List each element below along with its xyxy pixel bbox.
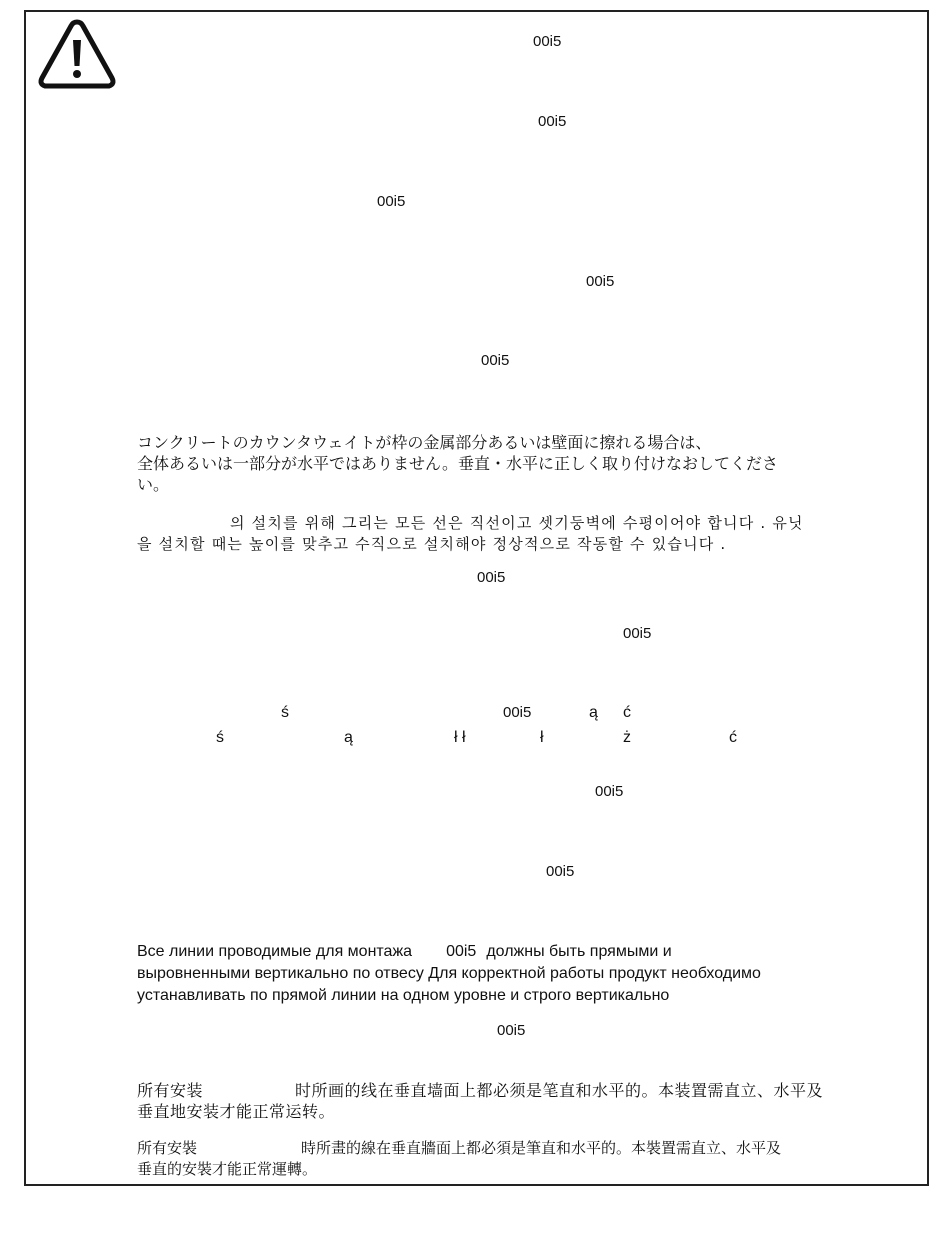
russian-line-1-end: должны быть прямыми и: [486, 943, 672, 960]
chinese-traditional-line-1: [137, 1138, 907, 1159]
japanese-paragraph: [137, 432, 907, 495]
model-code-8: 00i5: [503, 704, 532, 721]
chinese-simplified-line-1-end: 时所画的线在垂直墙面上都必须是笔直和水平的。本装置需直立、水平及: [295, 1081, 824, 1100]
model-code-5: 00i5: [481, 352, 510, 369]
model-code-9: 00i5: [595, 783, 624, 800]
chinese-simplified-line-1: [137, 1080, 907, 1101]
model-code-7: 00i5: [623, 625, 652, 642]
japanese-line-1: コンクリートのカウンタウェイトが枠の金属部分あるいは壁面に擦れる場合は、: [137, 433, 712, 452]
model-code-12: 00i5: [497, 1022, 526, 1039]
russian-line-2: выровненными вертикально по отвесу Для корректной работы продукт необходимо: [137, 965, 761, 982]
page-frame: [24, 10, 929, 1186]
chinese-traditional-line-1-end: 時所畫的線在垂直牆面上都必須是筆直和水平的。本裝置需直立、水平及: [301, 1139, 782, 1157]
japanese-line-3: い。: [137, 475, 170, 494]
russian-line-3: устанавливать по прямой линии на одном уровне и строго вертикально: [137, 987, 670, 1004]
russian-line-1-start: Все линии проводимые для монтажа: [137, 943, 413, 960]
chinese-simplified-line-2: 垂直地安装才能正常运转。: [137, 1102, 336, 1121]
chinese-traditional-line-1-start: 所有安裝: [137, 1139, 198, 1157]
chinese-traditional-line-2: 垂直的安裝才能正常運轉。: [137, 1160, 318, 1178]
korean-line-1: 의 설치를 위해 그리는 모든 선은 직선이고 셋기둥벽에 수평이어야 합니다 . 유닛: [230, 514, 804, 532]
korean-line-2: 을 설치할 때는 높이를 맞추고 수직으로 설치해야 정상적으로 작동할 수 있습니다 .: [137, 535, 727, 553]
model-code-3: 00i5: [377, 193, 406, 210]
warning-triangle-icon: [36, 16, 118, 94]
model-code-4: 00i5: [586, 273, 615, 290]
model-code-11: 00i5: [446, 943, 477, 960]
chinese-simplified-paragraph: [137, 1080, 907, 1122]
polish-char-b4: ł: [540, 729, 544, 746]
polish-char-b5: ż: [623, 729, 631, 746]
polish-char-b2: ą: [344, 729, 353, 746]
polish-char-a3: ć: [623, 704, 631, 721]
korean-paragraph: [137, 513, 907, 555]
chinese-traditional-paragraph: [137, 1138, 907, 1180]
model-code-1: 00i5: [533, 33, 562, 50]
polish-char-b1: ś: [216, 729, 224, 746]
polish-char-b3: ł ł: [454, 729, 466, 746]
model-code-2: 00i5: [538, 113, 567, 130]
model-code-10: 00i5: [546, 863, 575, 880]
russian-paragraph: [137, 941, 907, 1007]
chinese-simplified-line-1-start: 所有安装: [137, 1081, 204, 1100]
polish-char-a1: ś: [281, 704, 289, 721]
russian-line-1: [137, 941, 907, 963]
polish-char-b6: ć: [729, 729, 737, 746]
model-code-6: 00i5: [477, 569, 506, 586]
polish-char-a2: ą: [589, 704, 598, 721]
japanese-line-2: 全体あるいは一部分が水平ではありません。垂直・水平に正しく取り付けなおしてくださ: [137, 454, 778, 473]
